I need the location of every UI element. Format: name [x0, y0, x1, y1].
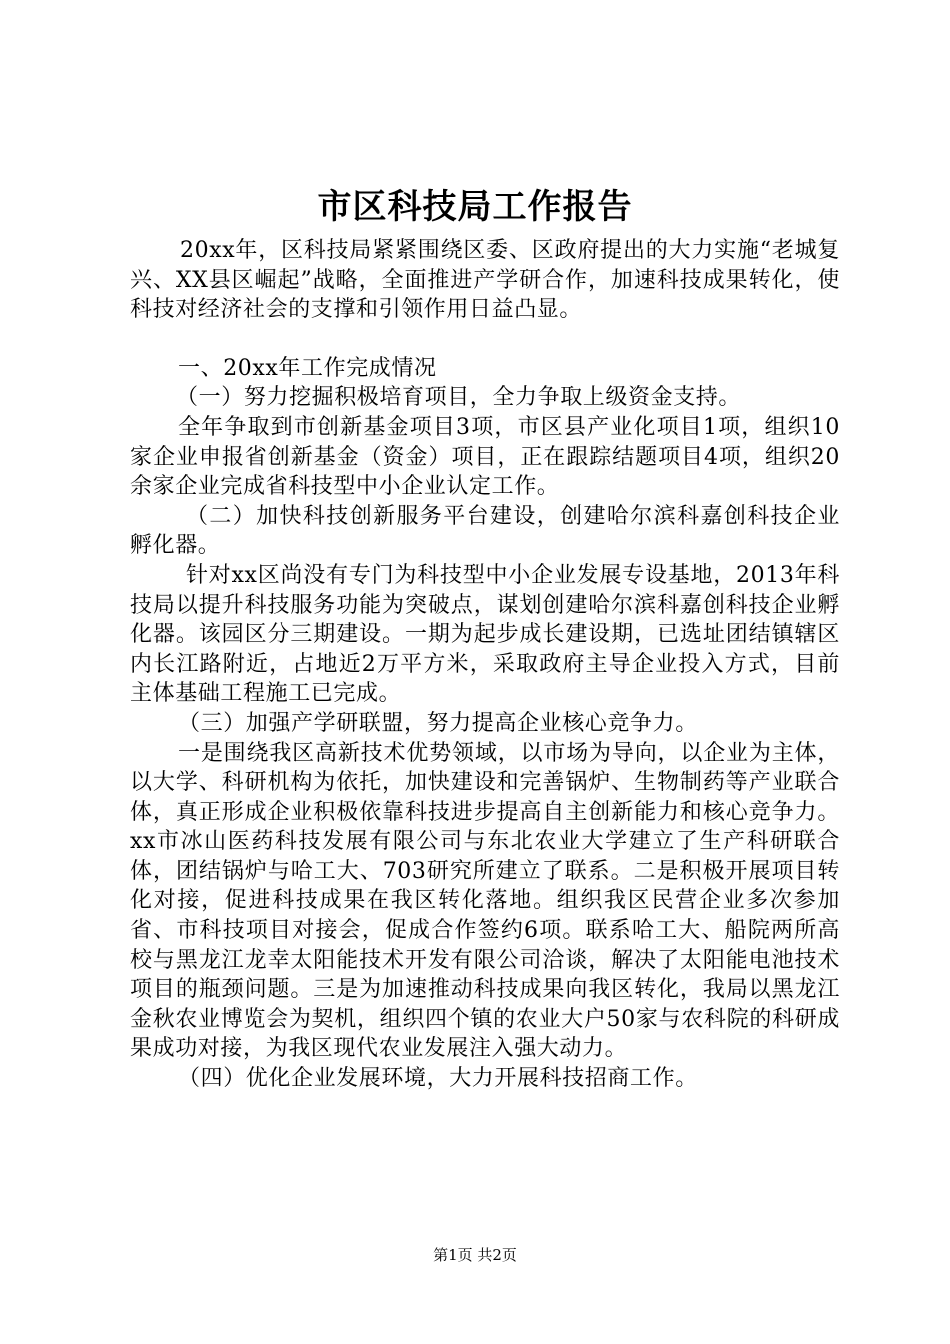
- body-paragraph: 针对xx区尚没有专门为科技型中小企业发展专设基地，2013年科技局以提升科技服务功能为突破点，谋划创建哈尔滨科嘉创科技企业孵化器。该园区分三期建设。一期为起步成长建设期，已选址团结镇辖区内长江路附近，占地近2万平方米，采取政府主导企业投入方式，目前主体基础工程施工已完成。: [130, 562, 840, 707]
- document-title: 市区科技局工作报告: [317, 187, 633, 227]
- subsection-heading: （二）加快科技创新服务平台建设，创建哈尔滨科嘉创科技企业孵化器。: [130, 503, 840, 559]
- subsection-heading: （三）加强产学研联盟，努力提高企业核心竞争力。: [178, 710, 698, 736]
- paragraph-spacer: [130, 325, 840, 354]
- page-footer: 第1页 共2页: [433, 1246, 517, 1264]
- subsection-heading: （四）优化企业发展环境，大力开展科技招商工作。: [178, 1066, 698, 1092]
- body-paragraph: 一是围绕我区高新技术优势领域，以市场为导向，以企业为主体，以大学、科研机构为依托，加快建设和完善锅炉、生物制药等产业联合体，真正形成企业积极依靠科技进步提高自主创新能力和核心竞争力。xx市冰山医药科技发展有限公司与东北农业大学建立了生产科研联合体，团结锅炉与哈工大、703研究所建立了联系。二是积极开展项目转化对接，促进科技成果在我区转化落地。组织我区民营企业多次参加省、市科技项目对接会，促成合作签约6项。联系哈工大、船院两所高校与黑龙江龙幸太阳能技术开发有限公司洽谈，解决了太阳能电池技术项目的瓶颈问题。三是为加速推动科技成果向我区转化，我局以黑龙江金秋农业博览会为契机，组织四个镇的农业大户50家与农科院的科研成果成功对接，为我区现代农业发展注入强大动力。: [130, 740, 840, 1062]
- intro-paragraph: 20xx年，区科技局紧紧围绕区委、区政府提出的大力实施“老城复兴、XX县区崛起”战略，全面推进产学研合作，加速科技成果转化，使科技对经济社会的支撑和引领作用日益凸显。: [130, 238, 840, 323]
- section-heading: 一、20xx年工作完成情况: [178, 355, 437, 381]
- subsection-heading: （一）努力挖掘积极培育项目，全力争取上级资金支持。: [176, 385, 742, 411]
- body-paragraph: 全年争取到市创新基金项目3项，市区县产业化项目1项，组织10家企业申报省创新基金（资金）项目，正在跟踪结题项目4项，组织20余家企业完成省科技型中小企业认定工作。: [130, 414, 840, 500]
- document-body: [130, 236, 840, 1094]
